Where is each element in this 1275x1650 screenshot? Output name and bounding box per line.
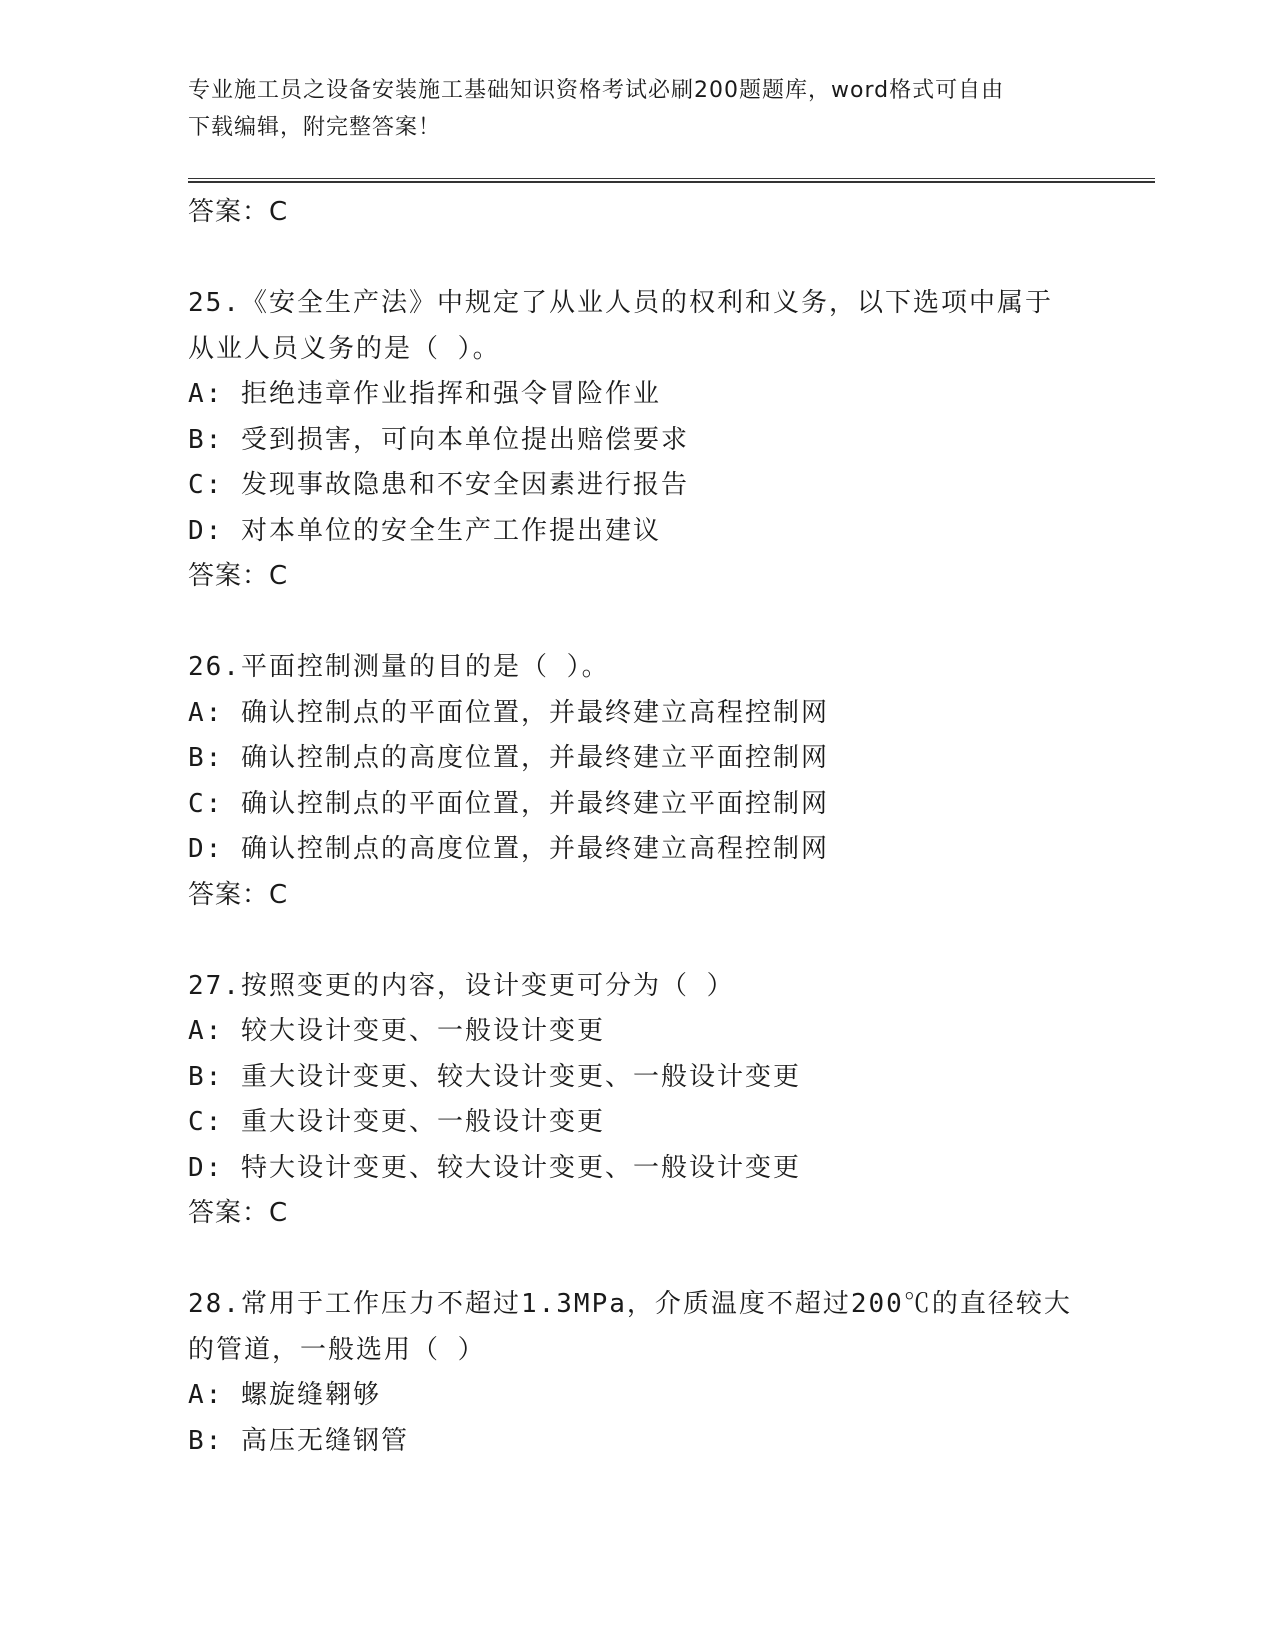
option-a: A: 拒绝违章作业指挥和强令冒险作业 — [188, 379, 661, 409]
spacer — [188, 1237, 1148, 1283]
option-b: B: 受到损害，可向本单位提出赔偿要求 — [188, 424, 689, 455]
option-a: A: 较大设计变更、一般设计变更 — [188, 1016, 605, 1046]
question-28 — [188, 1282, 1148, 1464]
spacer — [188, 600, 1148, 646]
spacer — [188, 918, 1148, 964]
page-header — [188, 72, 1088, 146]
option-a: A: 螺旋缝翱够 — [188, 1380, 381, 1410]
option-c: C: 发现事故隐患和不安全因素进行报告 — [188, 470, 689, 500]
option-b: B: 重大设计变更、较大设计变更、一般设计变更 — [188, 1061, 801, 1092]
option-c: C: 确认控制点的平面位置，并最终建立平面控制网 — [188, 788, 829, 819]
question-stem-continued: 从业人员义务的是（ ）。 — [188, 333, 501, 364]
option-c: C: 重大设计变更、一般设计变更 — [188, 1107, 605, 1137]
question-26 — [188, 645, 1148, 918]
option-b: B: 确认控制点的高度位置，并最终建立平面控制网 — [188, 743, 829, 773]
header-title-line-1: 专业施工员之设备安装施工基础知识资格考试必刷200题题库，word格式可自由 — [188, 78, 1005, 103]
header-divider — [188, 178, 1155, 183]
document-body — [188, 190, 1148, 1464]
spacer — [188, 236, 1148, 282]
question-stem-continued: 的管道，一般选用（ ） — [188, 1334, 486, 1365]
option-d: D: 对本单位的安全生产工作提出建议 — [188, 515, 661, 546]
option-d: D: 确认控制点的高度位置，并最终建立高程控制网 — [188, 834, 829, 864]
answer: 答案：C — [188, 561, 289, 591]
answer: 答案：C — [188, 879, 289, 910]
question-stem: 25.《安全生产法》中规定了从业人员的权利和义务，以下选项中属于 — [188, 288, 1053, 318]
question-25 — [188, 281, 1148, 600]
question-stem: 27.按照变更的内容，设计变更可分为（ ） — [188, 970, 735, 1001]
previous-answer: 答案：C — [188, 197, 289, 227]
option-b: B: 高压无缝钢管 — [188, 1425, 409, 1456]
option-d: D: 特大设计变更、较大设计变更、一般设计变更 — [188, 1152, 801, 1183]
header-title-line-2: 下载编辑，附完整答案！ — [188, 115, 442, 140]
answer: 答案：C — [188, 1198, 289, 1228]
question-27 — [188, 964, 1148, 1237]
option-a: A: 确认控制点的平面位置，并最终建立高程控制网 — [188, 697, 829, 728]
question-stem: 26.平面控制测量的目的是（ ）。 — [188, 652, 610, 682]
question-stem: 28.常用于工作压力不超过1.3MPa，介质温度不超过200℃的直径较大 — [188, 1289, 1072, 1319]
